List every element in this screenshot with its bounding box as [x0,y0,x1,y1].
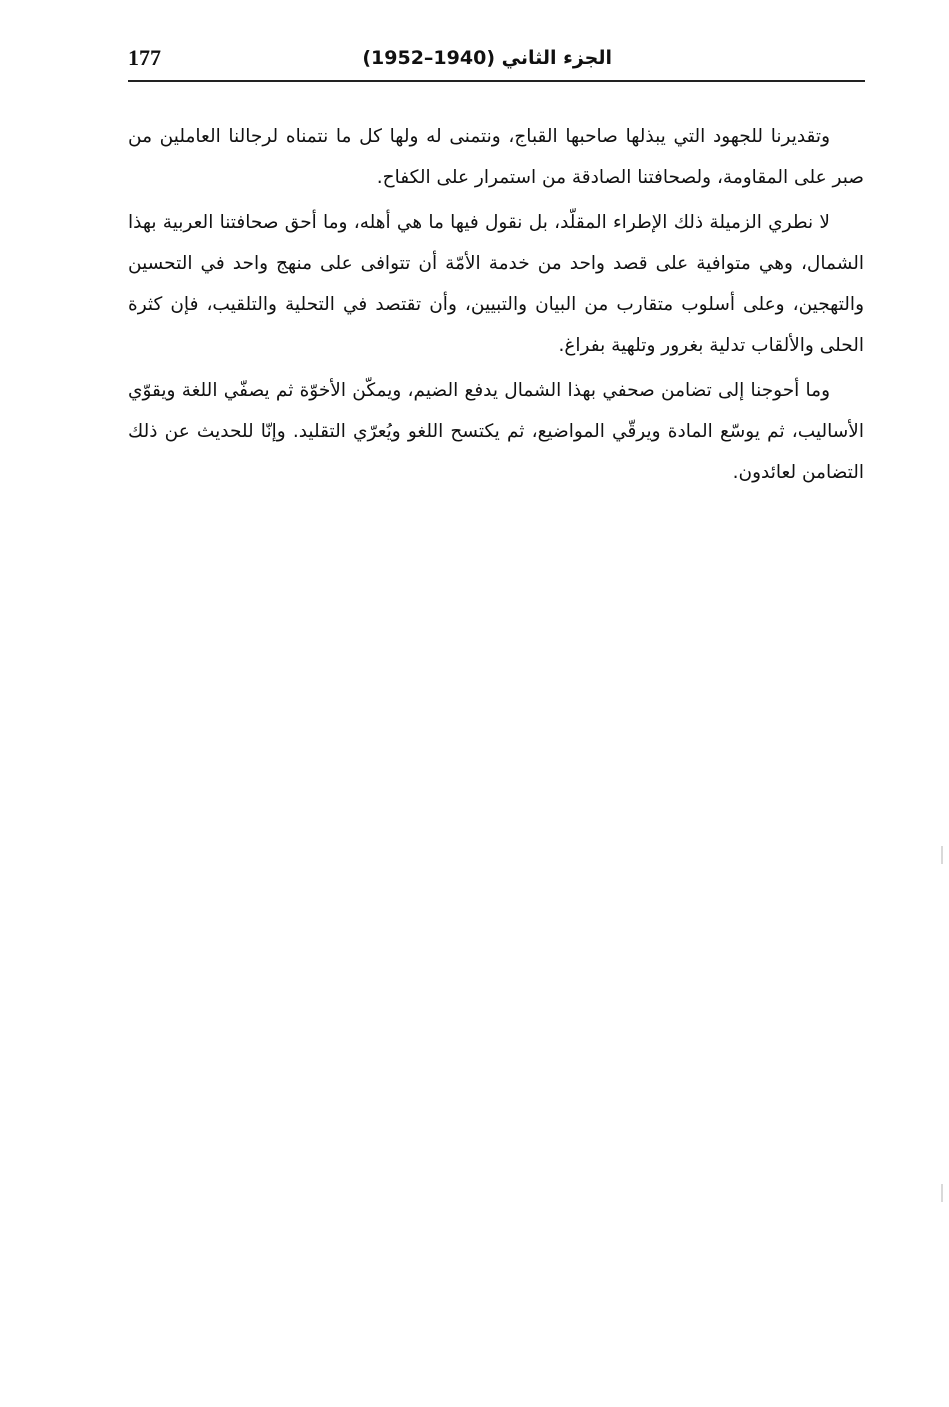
header-divider [128,80,865,82]
page-header [128,44,864,80]
scan-margin-mark [941,846,943,864]
paragraph-2: لا نطري الزميلة ذلك الإطراء المقلّد، بل نقول فيها ما هي أهله، وما أحق صحافتنا العربية بهذا الشمال، وهي متوافية على قصد واحد من خدمة الأمّة أن تتوافى على منهج واحد في التحسين والتهجين، وعلى أسلوب متقارب من البيان والتبيين، وأن تقتصد في التحلية والتلقيب، فإن كثرة الحلى والألقاب تدلية بغرور وتلهية بفراغ. [128,212,864,356]
running-title: الجزء الثاني (1940–1952) [362,47,612,69]
body-text [128,116,864,497]
scan-margin-mark [941,1184,943,1202]
paragraph-1: وتقديرنا للجهود التي يبذلها صاحبها القباج، ونتمنى له ولها كل ما نتمناه لرجالنا العاملين من صبر على المقاومة، ولصحافتنا الصادقة من استمرار على الكفاح. [128,126,864,188]
paragraph-3: وما أحوجنا إلى تضامن صحفي بهذا الشمال يدفع الضيم، ويمكّن الأخوّة ثم يصفّي اللغة ويقوّي الأساليب، ثم يوسّع المادة ويرقّي المواضيع، ثم يكتسح اللغو ويُعرّي التقليد. وإنّا للحديث عن ذلك التضامن لعائدون. [128,380,864,483]
page-number: 177 [128,45,161,70]
